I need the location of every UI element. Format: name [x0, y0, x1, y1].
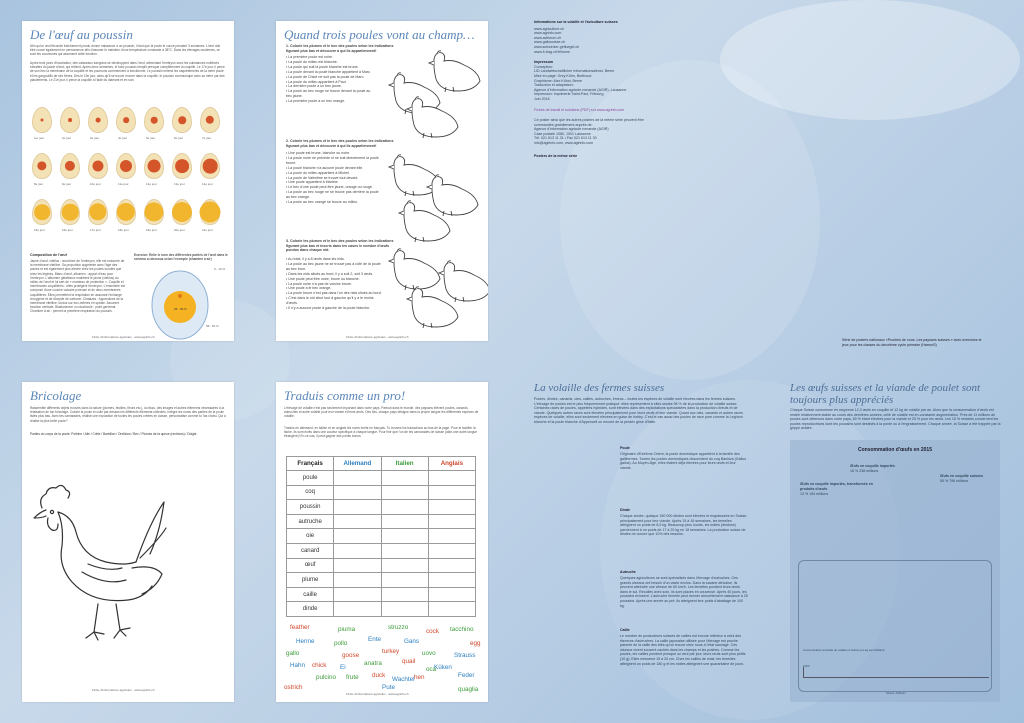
page-footer: Fiche d'informations agricoles · www.agrinfo.ch [346, 692, 409, 696]
list-item: • La poule au bec jaune ne se trouve pas à côté de la poule au bec brun. [286, 261, 381, 271]
question-2-title: 2. Colorie les plumes et le bec des poules selon les indications figurant plus bas et découvre à qui ils appartiennent! [286, 139, 394, 148]
egg-stage [60, 153, 80, 179]
egg-stage [32, 153, 52, 179]
day-label: 2e jour [62, 136, 72, 140]
translate-text-2: Traduis en allemand, en italien et en anglais les noms écrits en français. Tu trouves les traductions au bas de la page. Pour te faciliter la tâche, ils sont écrits dans une couleur spécifique à chaque langue. Pour finir que l'un de tes camarades de classe (aide-une autre langue étrangère)! En ce cas, il peut gagner des points bonus. [284, 426, 478, 439]
intro-text-2: Après trois jours d'incubation, des vaisseaux sanguins se développent dans l'œuf, alimentant l'embryon avec les substances nutritives extraites du jaune d'œuf, qui rétrécit. Après deux semaines, le futur poussin remplit presque complètement la coquille. Le 17e jour, il perce de son bec la membrane de la coquille et les poumons commencent à fonctionner. Le poussin entend les caquètements de la mère poule et les gargouillis de ses frères. Dès le 19e jour, alors qu'il se trouve encore dans la coquille, le poussin communique avec sa mère par des piaulements. Le 21e jour, il perce la coquille à l'aide du diamant et en sort. [30, 61, 225, 82]
page-footer: Fiche d'informations agricoles · www.agrinfo.ch [92, 335, 155, 339]
impressum-line: Mise en page: Grey Kühn, Berthoud [534, 73, 592, 78]
answer-cell[interactable] [428, 558, 475, 573]
french-word-cell: œuf [287, 558, 334, 573]
embryo-shape [123, 117, 129, 123]
list-item: • La dernière poule a un bec jaune. [286, 84, 342, 89]
order-line: Tél. 021 613 11 31 • Fax 021 613 11 30 [534, 136, 597, 141]
list-item: • Une poule est brune, blanche ou noire. [286, 151, 351, 155]
translation-word: piuma [338, 626, 356, 633]
translation-word: Küken [434, 664, 452, 671]
embryo-shape [65, 161, 75, 171]
egg-stage [172, 199, 192, 225]
embryo-shape [200, 202, 221, 223]
translation-word: tacchino [450, 626, 474, 633]
translation-word: hen [414, 674, 425, 681]
table-row [287, 573, 476, 588]
day-label: 1er jour [34, 136, 45, 140]
info-link[interactable]: www.aviforum.ch [534, 35, 562, 40]
page-craft [22, 382, 234, 702]
translation-word: Wachtel [392, 676, 415, 683]
list-item: • Dans les nids situés au bord, il y a soit 2, soit 3 œufs. [286, 271, 374, 276]
list-item: • Il n'y a aucune poule à gauche de la poule blanche. [286, 306, 371, 311]
page-title: De l'œuf au poussin [30, 27, 133, 42]
order-line: info@agirinfo.com, www.agirinfo.com [534, 141, 594, 146]
translation-word: Feder [458, 672, 475, 679]
answer-cell[interactable] [381, 471, 428, 486]
day-label: 12e jour [146, 182, 157, 186]
list-item: • La poule devant la poule blanche appartient à Marc. [286, 69, 371, 74]
order-info [534, 118, 664, 146]
day-label: 17e jour [90, 228, 101, 232]
legend-value: 16 % 238 millions [850, 469, 879, 473]
answer-cell[interactable] [381, 587, 428, 602]
list-item: • La poule qui suit la poule blanche est brune. [286, 64, 359, 69]
egg-stage [32, 199, 52, 225]
section-title-volaille: La volaille des fermes suisses [534, 382, 665, 394]
day-label: 10e jour [90, 182, 101, 186]
list-item: • Une poule peut être noire, brune ou blanche. [286, 276, 360, 281]
answer-cell[interactable] [428, 514, 475, 529]
answer-cell[interactable] [334, 573, 381, 588]
impressum-line: Traduction et adaptation: [534, 83, 574, 88]
french-word-cell: caille [287, 587, 334, 602]
egg-stage [172, 107, 192, 133]
french-word-cell: poule [287, 471, 334, 486]
translation-word: duck [372, 672, 386, 679]
french-word-cell: plume [287, 573, 334, 588]
yolk-percent-label: 25 - 30 % [174, 307, 187, 311]
list-item: • La poule du milieu appartient à Michel. [286, 170, 350, 175]
french-word-cell: autruche [287, 514, 334, 529]
impressum-list [534, 65, 664, 102]
impressum-line: Juin 2016 [534, 96, 550, 101]
answer-cell[interactable] [428, 529, 475, 544]
embryo-shape [68, 118, 72, 122]
answer-cell[interactable] [428, 485, 475, 500]
day-label: 9e jour [62, 182, 72, 186]
translation-word: egg [470, 640, 481, 647]
order-line: Ce poster ainsi que les autres posters de la même série peuvent être commandés gratuitement auprès de: [534, 118, 644, 127]
oeufs-text: Chaque Suisse consomme en moyenne 12,3 œufs en coquille et 12 kg de volaille par an. Alors que la consommation d'œufs est restée relativement stable au cours des dernières années, celle de volaille est en constante augmentation. Près de 11 millions de poules sont détenues dans notre pays, 60 % étant élevées pour la viande et 25 % pour les œufs. Les 15 % restants concernent les poules reproductrices dont les poussins sont destinés à la ponte ou à l'engraissement. Chaque année, la Suisse a été frappée par la grippe aviaire. [790, 408, 1001, 431]
day-label: 7e jour [202, 136, 212, 140]
egg-stage [116, 153, 136, 179]
answer-cell[interactable] [334, 543, 381, 558]
info-link[interactable]: www.fr-bag.ch/fr/home [534, 49, 570, 54]
page-three-hens [276, 21, 488, 341]
embryo-shape [117, 203, 135, 221]
order-line: Case postale 1080, 1001 Lausanne [534, 131, 591, 136]
info-link[interactable]: www.gallosuisse.ch [534, 40, 566, 45]
impressum-line: Graphisme: Alex Kühni, Berne [534, 78, 583, 83]
composition-text: Jaune d'œuf, vitellus : nourriture de l'embryon, elle est entourée de la membrane vitelline. Sa proportion augmente avec l'âge des poules et est également plus élevée chez les poules lourdes que chez les légères. Blanc d'œuf, albumen : apport d'eau pour l'embryon. L'albumen gélatineux maintient le jaune (vitellus) au milieu de l'œuf et lui sert de « manteau de protection ». Coquille et membranes coquillières : elles protègent l'embryon. L'ensemble est composé d'une couche calcaire poreuse et de deux membranes coquillières. Elles permettent la respiration en assurant l'échange d'oxygène et de dioxyde de carbone. Chalazes : Appendices de la membrane vitelline, tordus sur eux-mêmes en spirale. Assurent fonction centrale. Blastoderme ou cicatricule : point germinal. Chambre à air : permet la première respiration du poussin. [30, 259, 125, 314]
day-label: 4e jour [118, 136, 128, 140]
list-item: • Une poule appartient à Martine. [286, 180, 339, 185]
day-label: 20e jour [174, 228, 185, 232]
translation-word: uovo [422, 650, 436, 657]
egg-stage [200, 199, 220, 225]
egg-stage [144, 153, 164, 179]
question-1-title: 1. Colorie les plumes et le bec des poules selon les indications figurant plus bas et découvre à qui ils appartiennent! [286, 44, 394, 53]
translation-word: Henne [296, 638, 315, 645]
table-row [287, 500, 476, 515]
translation-word: Pute [382, 684, 395, 691]
table-row [287, 514, 476, 529]
egg-stage [88, 107, 108, 133]
answer-cell[interactable] [428, 573, 475, 588]
french-word-cell: canard [287, 543, 334, 558]
embryo-shape [92, 160, 103, 171]
chart2-axis-label: 100% [803, 665, 810, 668]
hen-outline [396, 197, 452, 243]
list-item: • La poule noire n'a pas de voisine brune. [286, 281, 352, 286]
list-item: • C'est dans le nid situé tout à gauche qu'il y a le moins d'œufs. [286, 296, 374, 306]
translation-word: Gans [404, 638, 420, 645]
answer-cell[interactable] [428, 587, 475, 602]
page-egg-to-chick [22, 21, 234, 341]
white-percent-label: 58 - 60 % [206, 324, 219, 328]
legend-value: 55 % 796 millions [940, 479, 969, 483]
translation-word: Strauss [454, 652, 476, 659]
egg-stage [200, 153, 220, 179]
french-word-cell: dinde [287, 602, 334, 617]
translation-word: frute [346, 674, 359, 681]
impressum-title: Impressum [534, 60, 554, 65]
list-item: • La poule au bec orange se trouve au milieu. [286, 200, 359, 205]
embryo-shape [37, 161, 46, 170]
answer-cell[interactable] [334, 514, 381, 529]
hen-outline [404, 283, 460, 329]
answer-cell[interactable] [381, 558, 428, 573]
embryo-shape [151, 117, 158, 124]
egg-stage [60, 199, 80, 225]
list-item: • La première poule est noire. [286, 55, 334, 59]
list-item: • Le bec d'une poule peut être jaune, orange ou rouge. [286, 185, 373, 190]
egg-stage [144, 107, 164, 133]
answer-cell[interactable] [381, 529, 428, 544]
legend-label: Œufs en coquille suisses [940, 474, 983, 478]
composition-title: Composition de l'œuf [30, 253, 67, 257]
list-item: • Au total, il y a 8 œufs dans les nids. [286, 257, 345, 261]
answer-cell[interactable] [334, 602, 381, 617]
table-row [287, 485, 476, 500]
embryo-shape [41, 119, 44, 122]
table-header-row [287, 457, 476, 471]
egg-stage [116, 107, 136, 133]
translation-word: chick [312, 662, 327, 669]
chart2-axis [803, 667, 804, 677]
list-item: • La poule au bec rouge ne trouve devant la poule au bec jaune. [286, 89, 371, 99]
list-item: • La poule de Chloé ne suit pas la poule de Marc. [286, 74, 365, 79]
table-row [287, 587, 476, 602]
translation-word: pollo [334, 640, 348, 647]
translation-word: Ei [340, 664, 346, 671]
species-heading: Autruche [620, 570, 636, 574]
egg-development-grid [28, 107, 228, 247]
day-label: 14e jour [202, 182, 213, 186]
french-word-cell: oie [287, 529, 334, 544]
day-label: 19e jour [146, 228, 157, 232]
egg-consumption-legend [790, 440, 1000, 560]
answer-cell[interactable] [381, 573, 428, 588]
page-title: Bricolage [30, 388, 82, 403]
translation-word: oca [426, 666, 437, 673]
info-links [534, 27, 664, 55]
impressum-line: Agence d'information agricole romande (AGIR), Lausanne [534, 87, 627, 92]
consumption-chart-box [798, 560, 992, 692]
list-item: • La poule noire ne précède ni ne suit directement la poule brune. [286, 155, 379, 165]
list-item: • La poule du milieu est blanche. [286, 59, 338, 64]
impressum-line: LID Landwirtschaftlicher Informationsdienst, Berne [534, 69, 615, 74]
day-label: 16e jour [62, 228, 73, 232]
poultry-species-sections [620, 446, 748, 706]
species-heading: Poule [620, 446, 630, 450]
answer-cell[interactable] [428, 471, 475, 486]
embryo-shape [62, 204, 79, 221]
day-label: 13e jour [174, 182, 185, 186]
legend-label: Œufs en coquille importés, transformés en produits d'œufs [800, 482, 873, 491]
egg-consumption-panel [790, 440, 1000, 702]
day-label: 3e jour [90, 136, 100, 140]
chart-source: Source: Aviforum [886, 692, 906, 695]
impressum-line: Impression: Imprimerie Saint-Paul, Fribourg [534, 92, 604, 97]
chart2-baseline [803, 677, 989, 678]
translation-word: Ente [368, 636, 381, 643]
list-item: • La poule blanche n'a aucune poule devant elle. [286, 165, 364, 170]
table-row [287, 529, 476, 544]
egg-stage [60, 107, 80, 133]
egg-stage [144, 199, 164, 225]
day-label: 8e jour [34, 182, 44, 186]
info-title: Informations sur la volaille et l'aviculture suisses [534, 20, 618, 24]
answer-cell[interactable] [381, 485, 428, 500]
french-word-cell: poussin [287, 500, 334, 515]
answer-cell[interactable] [334, 529, 381, 544]
embryo-shape [172, 202, 192, 222]
table-header-cell: Italien [381, 457, 428, 471]
pdf-note[interactable]: Fiches de travail et solutions (PDF) sur www.agrinfo.com [534, 107, 625, 112]
exercise-text: Exercice: Relie le nom des différentes parties de l'œuf dans le schéma ci-dessous selon l'exemple (chambre à air) [134, 253, 228, 262]
question-3-title: 3. Colorie les plumes et le bec des poules selon les indications figurant plus bas et inscris dans les cases le nombre d'œufs pondus dans chaque nid. [286, 239, 394, 253]
rooster-outline-drawing [28, 472, 168, 652]
species-text: Originaire d'Extrême-Orient, la poule domestique appartient à la famille des galliformes. Toutes les poules domestiques descendent du coq Bankiva (Gallus gallus). Au Moyen-Âge, elles étaient déjà élevées pour leurs œufs et leur viande. [620, 452, 746, 470]
translation-word-bank [276, 618, 488, 698]
answer-cell[interactable] [428, 602, 475, 617]
embryo-shape [178, 116, 186, 124]
list-item: • La poule brune n'est pas dans l'un des nids situés au bord. [286, 291, 382, 296]
section-title-oeufs: Les œufs suisses et la viande de poulet sont toujours plus appréciés [790, 382, 981, 406]
list-item: • La poule du milieu appartient à Paul. [286, 79, 347, 84]
egg-stage [88, 199, 108, 225]
egg-diagram [140, 267, 230, 341]
hen-outline [404, 93, 460, 139]
list-item: • La poule de Valentine se trouve tout devant. [286, 175, 359, 180]
series-title: Posters de la même série [534, 153, 578, 158]
legend-label: Œufs en coquille importés [850, 464, 895, 468]
species-text: Chaque année, quelque 150 000 dindes sont élevées et engraissées en Suisse, principalement pour leur viande. Après 15 à 16 semaines, les femelles atteignent un poids de 8,5 kg. Beaucoup plus lourds, les mâles (dindons) parviennent à un poids de 17 à 20 kg en 18 semaines. La production suisse de dindes ne couvre que 10% des besoins. [620, 514, 748, 537]
volaille-intro: Poules, dindes, canards, oies, cailles, autruches, émeus – toutes les espèces de volaille sont élevées dans les fermes suisses. L'élevage de poules est le plus fréquemment pratiqué: elles représentent à elles seules 98 % de la production de volaille suisse. Certaines races de poules, appelées hybrides, sont élevées dans des exploitations spécialisées dans la production d'œufs et de viande. Quelques autres races sont élevées principalement pour leurs œufs et leur viande. Quant aux oies, canards et autres races espèces de volaille, elles sont seulement élevées en guise de hobby. C'est le cas aussi des poules de race pure comme la Leghorn blanche et la poule blanche d'Appenzell ou encore de la perdrix grise d'Italie. [534, 397, 743, 424]
answer-cell[interactable] [334, 587, 381, 602]
embryo-shape [144, 202, 163, 221]
embryo-shape [120, 160, 132, 172]
answer-cell[interactable] [334, 558, 381, 573]
table-header-cell: Allemand [334, 457, 381, 471]
list-item: • La première poule a un bec orange. [286, 99, 346, 104]
embryo-shape [96, 118, 101, 123]
impressum-line: Conception: [534, 64, 554, 69]
species-text: Quelques agriculteurs se sont spécialisés dans l'élevage d'autruches. Ces grands oiseaux ont besoin d'un vaste enclos. Dans la savane africaine, ils peuvent atteindre une vitesse de 60 km/h. Les femelles pondent leurs œufs dans le sol. Recollés avec soin, ils sont placés en couveuse. Après 40 jours, les poussins éclosent. L'autruche femelle peut donner annuellement naissance à 25 poussins. Après une année au pré, ils atteignent leur poids d'abattage de 100 kg. [620, 576, 748, 608]
translation-word: goose [342, 652, 360, 659]
answer-cell[interactable] [381, 500, 428, 515]
page-footer: Fiche d'informations agricoles · www.agrinfo.ch [92, 688, 155, 692]
table-header-cell: Anglais [428, 457, 475, 471]
list-item: • Une poule a le bec orange. [286, 286, 332, 291]
embryo-shape [89, 203, 106, 220]
translation-word: quail [402, 658, 416, 665]
order-line: Agence d'information agricole romande (AGIR) [534, 127, 609, 132]
info-link[interactable]: www.agrinfo.com [534, 31, 562, 36]
chart2-title: Consommation annuelle de volaille en Suisse (en kg par habitant) [803, 648, 885, 652]
translation-word: quaglia [458, 686, 479, 693]
page-title: Traduis comme un pro! [284, 388, 406, 403]
embryo-shape [175, 159, 189, 173]
table-row [287, 543, 476, 558]
craft-text: Rassemble différents objets trouvés dans la nature (plumes, feuilles, fleurs etc.), du tissu, des images et autres éléments nécessaires à la réalisation de ton bricolage. Colorie la poule et colle par-dessus les différents éléments collectés. Intègre les noms des parties de la poule listés plus bas. Avec tes camarades, réalise une exposition de toutes les poules créées en classe, personnalise comme tu l'as choisi. Qui a réalisé la plus belle poule? [30, 406, 226, 423]
hen-drawings [276, 21, 488, 341]
info-link[interactable]: www.schweizer-gefluegel.ch [534, 44, 580, 49]
species-heading: Dinde [620, 508, 630, 512]
embryo-shape [148, 160, 161, 173]
embryo-shape [203, 159, 218, 174]
info-link[interactable]: www.agriculture.ch [534, 26, 565, 31]
list-item: • La poule au bec rouge ne se trouve pas derrière la poule au bec orange. [286, 190, 379, 200]
answer-cell[interactable] [334, 485, 381, 500]
answer-cell[interactable] [334, 500, 381, 515]
translation-word: Hahn [290, 662, 306, 669]
egg-stage [200, 107, 220, 133]
background-shape [720, 0, 1020, 120]
translation-table [286, 456, 476, 617]
french-word-cell: coq [287, 485, 334, 500]
translation-word: cock [426, 628, 439, 635]
answer-cell[interactable] [334, 471, 381, 486]
egg-stage [172, 153, 192, 179]
shell-percent-label: 9 - 10 % [214, 267, 226, 271]
species-text: Le nombre de producteurs suisses de cailles est encore inférieur à celui des éleveurs d'autruches. La caille japonaise utilisée pour l'élevage est proche parente de la caille des blés qu'on trouve chez nous à l'état sauvage. Ces oiseaux vivent souvent cachés dans les champs et les prairies. Comme les poules, les cailles pondent presque un œuf par jour, leurs œufs sont plus petits (10 g). Elles mesurent 15 à 20 cm. Chez les cailles de chair, les femelles atteignent un poids de 180 g et les mâles atteignent une quarantaine de jours. [620, 634, 746, 666]
translate-text: L'élevage de volaille n'est pas seulement important dans notre pays. Partout dans le monde, des paysans élèvent poules, canards, autruches et autre volaille pour leur viande et leurs œufs. Des fois, chaque pays désigne dans la propre langue les différentes espèces de volaille. [284, 406, 479, 419]
intro-text: Afin qu'un œuf fécondé fraîchement pondu donne naissance à un poussin, il faut que la poule le couve pendant 3 semaines. L'œuf doit être couvé également en permanence afin d'assurer le maintien d'une température constante à 38°C. Dans les élevages modernes, ce sont les couveuses qui assument cette fonction. [30, 44, 221, 57]
series-note: Série de posters nationaux «Proches de vous. Les paysans suisses.» avec exercices et jeux pour les classes du deuxième cycle primaire (HarmoS) [842, 338, 982, 347]
answer-cell[interactable] [381, 543, 428, 558]
page-translate [276, 382, 488, 702]
translation-word: gallo [286, 650, 300, 657]
embryo-shape [34, 204, 50, 220]
body-parts-text: Parties du corps de la poule: Poitrine / Aile / Crête / Barbillon / Oreillons / Bec / Plumes de la queue (rectrices) / Doigts [30, 432, 197, 436]
egg-stage [32, 107, 52, 133]
day-label: 6e jour [174, 136, 184, 140]
day-label: 21e jour [202, 228, 213, 232]
table-row [287, 558, 476, 573]
table-row [287, 471, 476, 486]
table-row [287, 602, 476, 617]
day-label: 5e jour [146, 136, 156, 140]
day-label: 11e jour [118, 182, 129, 186]
answer-cell[interactable] [381, 514, 428, 529]
translation-word: pulcino [316, 674, 336, 681]
day-label: 18e jour [118, 228, 129, 232]
egg-stage [116, 199, 136, 225]
answer-cell[interactable] [428, 543, 475, 558]
info-column [534, 20, 664, 158]
egg-stage [88, 153, 108, 179]
page-title: Quand trois poules vont au champ… [284, 27, 475, 42]
translation-word: turkey [382, 648, 400, 655]
table-header-cell: Français [287, 457, 334, 471]
embryo-shape [206, 116, 214, 124]
translation-word: anatra [364, 660, 382, 667]
answer-cell[interactable] [381, 602, 428, 617]
legend-value: 13 % 194 millions [800, 492, 829, 496]
translation-word: ostrich [284, 684, 303, 691]
day-label: 15e jour [34, 228, 45, 232]
translation-word: feather [290, 624, 310, 631]
answer-cell[interactable] [428, 500, 475, 515]
species-heading: Caille [620, 628, 630, 632]
translation-word: struzzo [388, 624, 409, 631]
chart-title: Consommation d'œufs en 2015 [858, 447, 932, 453]
page-footer: Fiche d'informations agricoles · www.agrinfo.ch [346, 335, 409, 339]
